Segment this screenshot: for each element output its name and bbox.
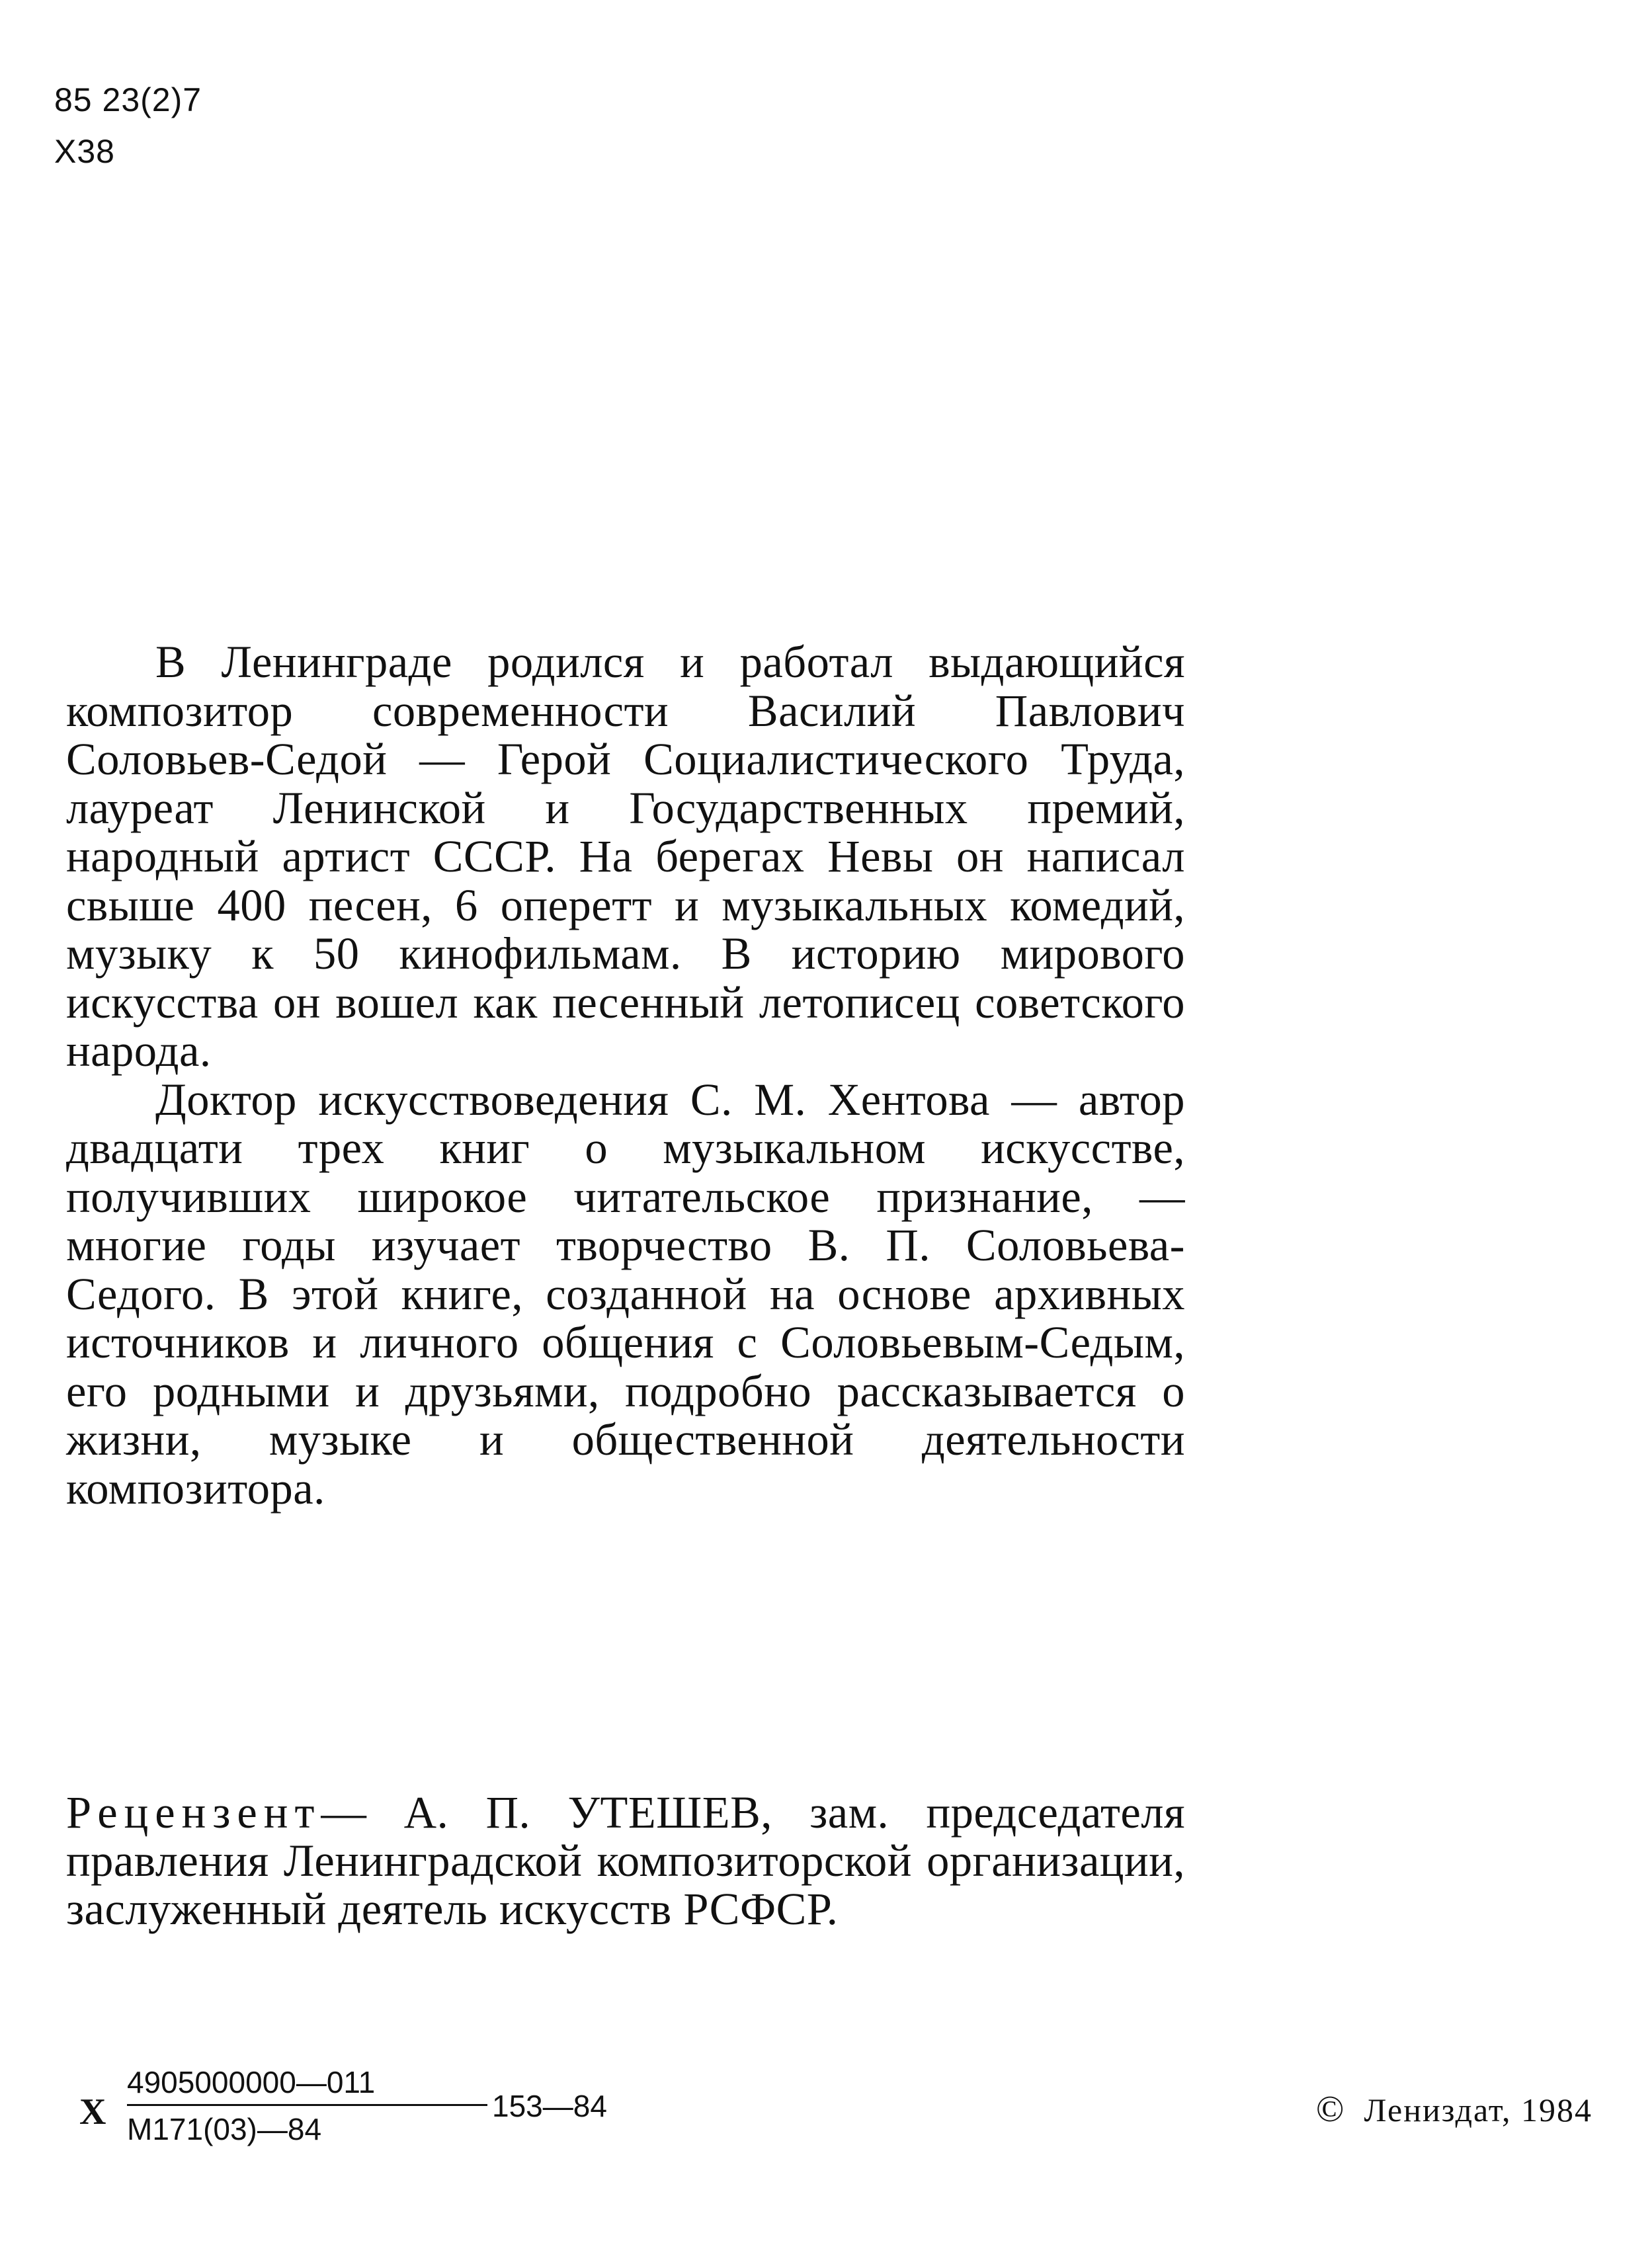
copyright-icon: ©: [1315, 2089, 1346, 2130]
annotation-paragraph-2: Доктор искусствоведения С. М. Хентова — автор двадцати трех книг о музыкальном искусстве, получивших широкое читательское признание, — многие годы изучает творчество В. П. Соловьева-Седого. В этой книге, созданной на основе архивных источников и личного общения с Соловьевым-Седым, его родными и друзьями, подробно рассказывается о жизни, музыке и общественной деятельности композитора.: [66, 1074, 1185, 1514]
annotation: [66, 638, 1185, 1513]
annotation-paragraph-1: В Ленинграде родился и работал выдающийся композитор современности Василий Павлович Соловьев-Седой — Герой Социалистического Труда, лауреат Ленинской и Государственных премий, народный артист СССР. На берегах Невы он написал свыше 400 песен, 6 оперетт и музыкальных комедий, музыку к 50 кинофильмам. В историю мирового искусства он вошел как песенный летописец советского народа.: [66, 637, 1185, 1076]
udc-code: 85 23(2)7: [54, 81, 202, 118]
catalog-number: 153—84: [492, 2089, 607, 2123]
catalog-denominator: М171(03)—84: [127, 2112, 322, 2146]
udc-classification: [54, 74, 202, 177]
catalog-letter: Х: [79, 2091, 106, 2132]
publisher-year: Лениздат, 1984: [1364, 2091, 1592, 2128]
reviewer-text: — А. П. УТЕШЕВ, зам. председателя правления Ленинградской композиторской организации, заслуженный деятель искусств РСФСР.: [66, 1787, 1185, 1934]
catalog-fraction: [127, 2063, 487, 2148]
copyright-line: [1316, 2088, 1592, 2130]
reviewer-note: [66, 1789, 1185, 1933]
fraction-bar: [127, 2104, 487, 2106]
catalog-code: [79, 2063, 608, 2162]
author-mark: Х38: [54, 133, 115, 170]
catalog-numerator: 4905000000—011: [127, 2065, 376, 2099]
reviewer-label: Рецензент: [66, 1787, 321, 1838]
